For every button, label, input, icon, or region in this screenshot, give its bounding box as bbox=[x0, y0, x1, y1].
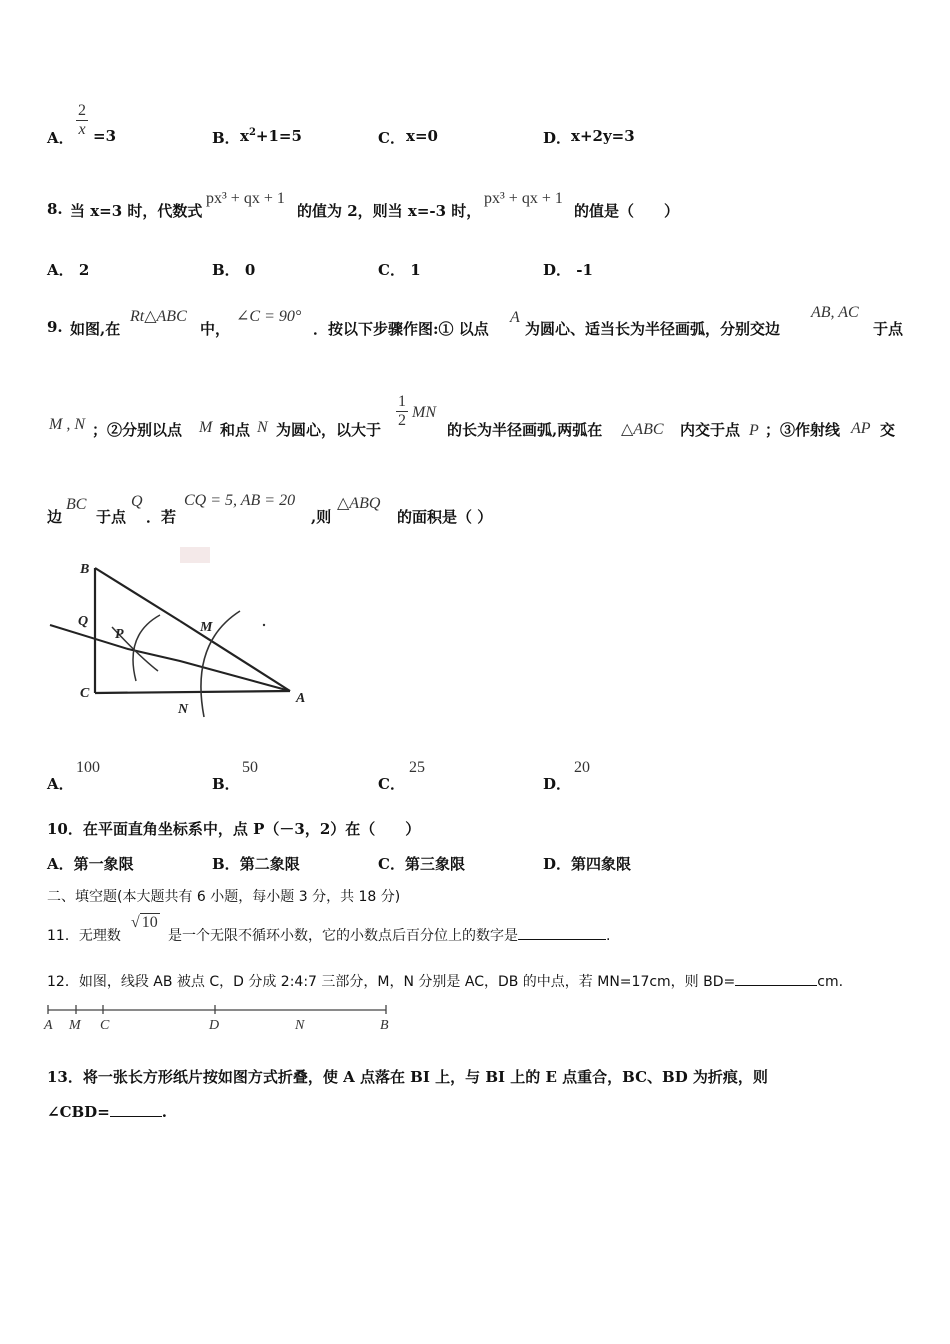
option-value: 第三象限 bbox=[404, 855, 465, 873]
q9-option-b-label: B． bbox=[212, 775, 240, 793]
q11-period: . bbox=[606, 928, 611, 944]
q9-math-given: CQ = 5, AB = 20 bbox=[184, 492, 296, 509]
q9-option-b-value: 50 bbox=[242, 759, 258, 776]
q10-option-b bbox=[212, 853, 300, 874]
option-value: 2 bbox=[78, 261, 90, 279]
label-c: C bbox=[80, 686, 90, 701]
q11-radicand: 10 bbox=[141, 914, 158, 931]
q9-math-angle-c: ∠C = 90° bbox=[236, 308, 302, 325]
q8-expression-1: px³ + qx + 1 bbox=[206, 190, 285, 207]
q9-fraction-half bbox=[396, 393, 408, 430]
q12-question: 12．如图，线段 AB 被点 C，D 分成 2:4:7 三部分，M，N 分别是 AC，DB 的中点，若 MN=17cm，则 BD= bbox=[47, 974, 736, 990]
segment-ab-upper bbox=[95, 568, 180, 621]
q9-triangle-figure bbox=[40, 545, 320, 725]
q9-text-10: 内交于点 bbox=[680, 421, 741, 439]
segment-ca bbox=[95, 691, 290, 693]
option-value: 第一象限 bbox=[73, 855, 134, 873]
q13-angle: ∠CBD= bbox=[47, 1103, 110, 1121]
q9-math-bc: BC bbox=[66, 496, 87, 513]
q7-option-c: x=0 bbox=[406, 127, 438, 145]
q9-option-d-value: 20 bbox=[574, 759, 590, 776]
label-d: D bbox=[209, 1018, 220, 1033]
label-p: P bbox=[115, 627, 124, 642]
q11-text-2 bbox=[168, 925, 610, 945]
q11-text-1: 11．无理数 bbox=[47, 928, 121, 944]
q9-math-ap: AP bbox=[851, 420, 871, 437]
q7-option-b-label: B． bbox=[212, 129, 240, 147]
option-label: D． bbox=[543, 261, 572, 279]
q7-b-text1: x bbox=[240, 127, 249, 145]
q8-option-c bbox=[378, 259, 421, 280]
fraction-denominator: 2 bbox=[398, 412, 406, 429]
q8-number: 8. bbox=[47, 200, 63, 218]
option-value: 0 bbox=[244, 261, 256, 279]
q13-period: . bbox=[161, 1103, 167, 1121]
q9-option-a-label: A． bbox=[47, 775, 74, 793]
option-label: B． bbox=[212, 855, 240, 873]
q9-text-1: 如图,在 bbox=[70, 320, 121, 338]
q9-text-12: 交 bbox=[880, 421, 896, 439]
q8-option-a bbox=[47, 259, 89, 280]
q9-math-mn: MN bbox=[412, 404, 436, 421]
option-label: C． bbox=[378, 855, 405, 873]
q12-answer-blank[interactable] bbox=[735, 985, 817, 986]
q8-expression-2: px³ + qx + 1 bbox=[484, 190, 563, 207]
label-m: M bbox=[200, 620, 213, 635]
label-b: B bbox=[380, 1018, 389, 1033]
q13-answer-blank[interactable] bbox=[110, 1116, 162, 1117]
q10-text: 10．在平面直角坐标系中，点 P（－3，2）在（ ） bbox=[47, 820, 421, 838]
q9-math-m: M bbox=[199, 419, 213, 436]
section-heading-fill-in: 二、填空题(本大题共有 6 小题，每小题 3 分，共 18 分) bbox=[47, 889, 401, 905]
q7-option-a-label: A． bbox=[47, 129, 74, 147]
q7-option-a-rest: =3 bbox=[93, 127, 117, 145]
q7-option-b bbox=[240, 127, 302, 145]
option-label: B． bbox=[212, 261, 240, 279]
q7-option-c-label: C． bbox=[378, 129, 405, 147]
q8-option-d bbox=[543, 259, 593, 280]
dot bbox=[263, 624, 265, 626]
option-value: -1 bbox=[576, 261, 593, 279]
option-label: C． bbox=[378, 261, 405, 279]
q9-option-a-value: 100 bbox=[76, 759, 100, 776]
scan-mark bbox=[180, 547, 210, 563]
ray-ap bbox=[50, 625, 290, 691]
q12-unit: cm. bbox=[817, 974, 844, 990]
q9-text-14: 于点 bbox=[96, 508, 127, 526]
q11-question: 是一个无限不循环小数，它的小数点后百分位上的数字是 bbox=[168, 928, 518, 944]
q9-text-5: 于点 bbox=[873, 320, 904, 338]
q9-text-13: 边 bbox=[47, 508, 63, 526]
q10-option-a bbox=[47, 853, 134, 874]
q8-text-1: 当 x=3 时，代数式 bbox=[70, 202, 203, 220]
q9-math-q: Q bbox=[131, 493, 143, 510]
fraction-numerator: 1 bbox=[398, 393, 406, 410]
q10-option-d bbox=[543, 853, 631, 874]
q9-option-d-label: D． bbox=[543, 775, 572, 793]
q10-option-c bbox=[378, 853, 465, 874]
q9-text-9: 的长为半径画弧,两弧在 bbox=[447, 421, 603, 439]
q9-math-a: A bbox=[510, 309, 520, 326]
q9-math-triangle-abq: △ABQ bbox=[337, 495, 381, 512]
q7-option-d: x+2y=3 bbox=[571, 127, 635, 145]
q7-option-a-fraction bbox=[76, 102, 88, 139]
q9-math-m-n: M , N bbox=[49, 416, 85, 433]
q12-text bbox=[47, 971, 843, 991]
q13-text-1: 13．将一张长方形纸片按如图方式折叠，使 A 点落在 BI 上，与 BI 上的 E 点重合，BC、BD 为折痕，则 bbox=[47, 1068, 768, 1086]
q9-math-ab-ac: AB, AC bbox=[811, 304, 859, 321]
q8-option-b bbox=[212, 259, 255, 280]
q9-math-n: N bbox=[257, 419, 268, 436]
q8-text-3: 的值是（ ） bbox=[574, 202, 680, 220]
q9-option-c-label: C． bbox=[378, 775, 405, 793]
q9-text-15: ．若 bbox=[146, 508, 177, 526]
label-m: M bbox=[69, 1018, 81, 1033]
segment-ab-lower bbox=[180, 621, 290, 691]
q7-b-sup: 2 bbox=[248, 127, 256, 138]
label-n: N bbox=[178, 702, 189, 717]
q11-sqrt: √ 10 bbox=[131, 914, 158, 931]
q9-math-rt-abc: Rt△ABC bbox=[130, 308, 187, 325]
label-a: A bbox=[296, 691, 306, 706]
q7-option-d-label: D． bbox=[543, 129, 572, 147]
q9-text-17: 的面积是（ ） bbox=[397, 508, 493, 526]
option-value: 1 bbox=[410, 261, 421, 279]
q9-math-triangle-abc: △ABC bbox=[621, 421, 664, 438]
option-label: D． bbox=[543, 855, 572, 873]
q9-text-11: ；③作射线 bbox=[765, 421, 841, 439]
arc-from-n bbox=[133, 615, 160, 681]
q9-number: 9. bbox=[47, 318, 63, 336]
label-c: C bbox=[100, 1018, 110, 1033]
q7-b-text2: +1=5 bbox=[255, 127, 302, 145]
label-b: B bbox=[80, 562, 90, 577]
option-label: A． bbox=[47, 261, 74, 279]
option-value: 第四象限 bbox=[571, 855, 632, 873]
fraction-denominator: x bbox=[78, 121, 86, 138]
q9-text-6: ；②分别以点 bbox=[92, 421, 183, 439]
q12-segment-figure bbox=[42, 1002, 402, 1034]
fraction-numerator: 2 bbox=[78, 102, 86, 119]
q9-math-p: P bbox=[749, 422, 759, 439]
q9-text-3: ．按以下步骤作图:① 以点 bbox=[313, 320, 489, 338]
q8-text-2: 的值为 2，则当 x=-3 时， bbox=[297, 202, 482, 220]
option-value: 第二象限 bbox=[239, 855, 300, 873]
q11-answer-blank[interactable] bbox=[518, 939, 606, 940]
q13-text-2 bbox=[47, 1103, 167, 1121]
label-n: N bbox=[295, 1018, 305, 1033]
q9-text-7: 和点 bbox=[220, 421, 251, 439]
q9-text-2: 中， bbox=[200, 320, 231, 338]
q9-text-16: ,则 bbox=[311, 508, 332, 526]
label-q: Q bbox=[78, 614, 89, 629]
q9-text-8: 为圆心，以大于 bbox=[276, 421, 382, 439]
q9-option-c-value: 25 bbox=[409, 759, 425, 776]
q9-text-4: 为圆心、适当长为半径画弧，分别交边 bbox=[525, 320, 781, 338]
option-label: A． bbox=[47, 855, 74, 873]
label-a: A bbox=[44, 1018, 53, 1033]
